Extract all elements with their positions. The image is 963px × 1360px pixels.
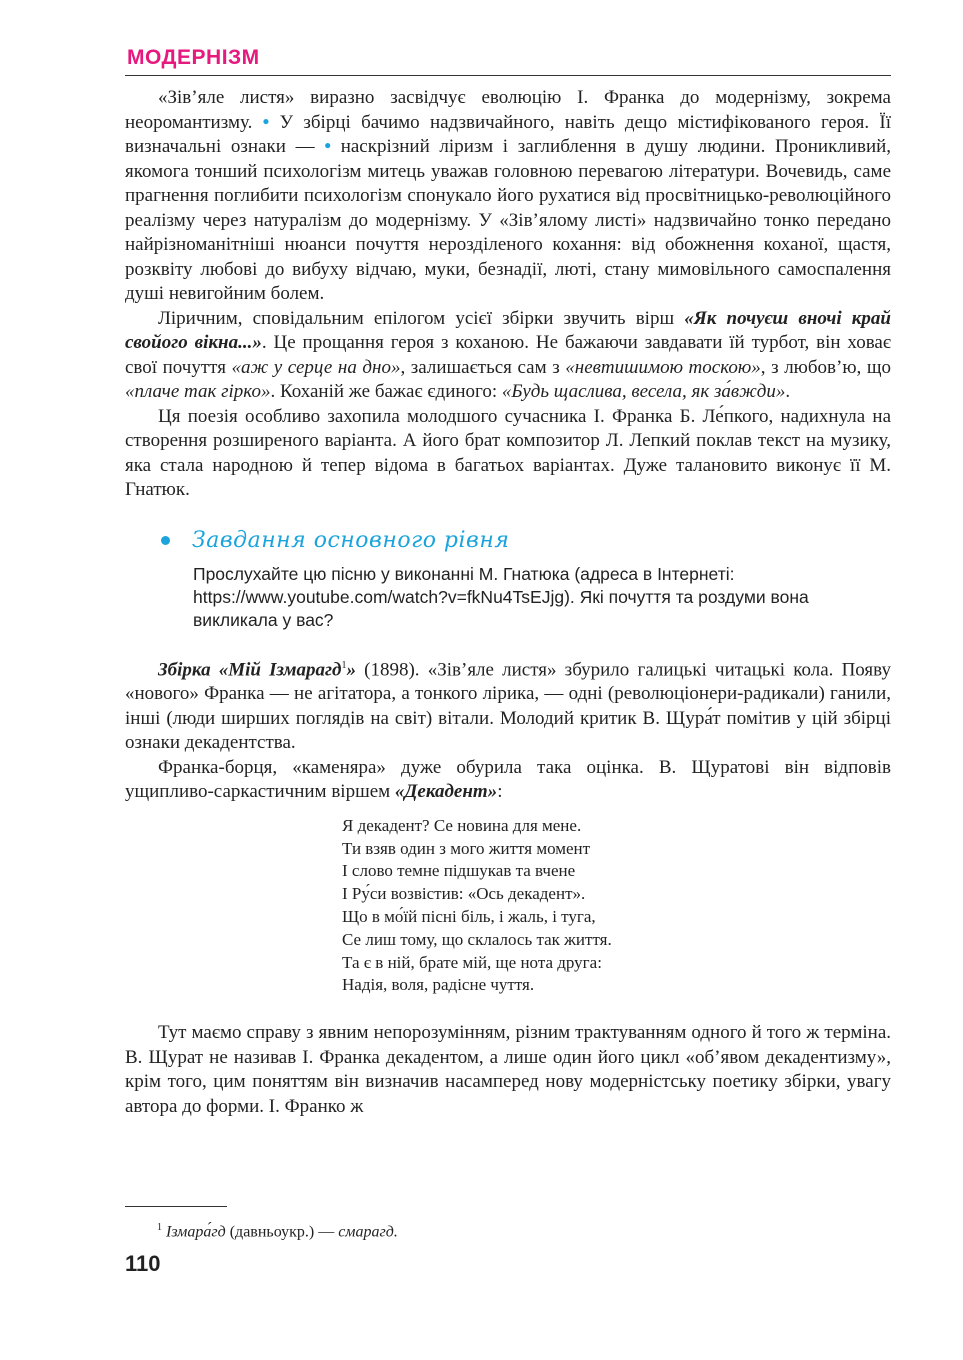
paragraph-izmarahd [125,654,891,756]
paragraph-reply [125,756,891,805]
poem-line: Ти взяв один з мого життя момент [342,838,591,858]
poem-line: Що в мо́їй пісні біль, і жаль, і туга, [342,907,596,927]
poem-decadent [342,815,891,997]
quote: «плаче так гірко» [125,381,271,402]
paragraph-text: : [497,781,503,803]
footnote-divider [125,1206,227,1207]
paragraph-text: . [785,381,791,402]
paragraph-text: , залишається сам з [400,356,566,378]
paragraph-text: Франка-борця, «каменяра» дуже обурила така оцінка. В. Щуратові він відповів ущипливо-саркастичним віршем [125,756,891,803]
task-title: Завдання основного рівня [192,528,510,553]
task-block [125,525,891,632]
collection-title: Збірка «Мій Ізмарагд [158,658,342,680]
poem-line: Се лиш тому, що склалось так життя. [342,929,612,949]
quote: «аж у серце на дно» [231,356,401,378]
spacer [125,76,891,86]
paragraph-misunderstanding: Тут маємо справу з явним непорозумінням, різним трактуванням одного й того ж терміна. В. Щурат не називав І. Франка декадентом, а лише один його цикл «об’явом декадентизму», крім того, цим поняттям він визначив насамперед нову модерністську поетику збірки, увагу автора до форми. І. Франко ж [125,1022,891,1117]
paragraph-text: «Зів’яле листя» виразно засвідчує еволюцію І. Франка до модернізму, зокрема неоромантизму. [125,87,891,133]
paragraph-evolution [125,86,891,307]
bullet-icon [161,536,170,545]
collection-title-end: » [346,658,356,680]
quote: «Будь щаслива, весела, як за́вжди» [501,381,786,402]
footnote-mark: 1 [157,1222,162,1233]
task-heading [125,525,891,557]
paragraph-text: , з любов’ю, що [760,356,891,378]
paragraph-text: наскрізний ліризм і заглиблення в душу людини. Проникливий, якомога тонший психологізм митець уважав головною перевагою літератури. Вочевидь, саме прагнення поглибити психологізм спонукало його рухатися від просвітницько-революційного реалізму через натуралізм до модернізму. У «Зів’ялому листі» надзвичайно тонко передано найрізноманітніші нюанси почуття нерозділеного кохання: від обожнення коханої, щастя, розквіту любові до вибуху відчаю, муки, безнадії, люті, стану мимовільного самоспалення душі невигойним болем. [125,136,892,304]
paragraph-text: . Коханій же бажає єдиного: [270,381,502,402]
poem-line: Надія, воля, радісне чуття. [342,975,535,995]
footnote-ref: 1 [341,659,347,671]
footnote [157,1222,398,1241]
poem-line: І Ру́си возвістив: «Ось декадент». [342,884,586,904]
poem-line: Та є в ній, брате мій, ще нота друга: [342,952,602,972]
poem-title: «Як почуєш вночі край свойого вікна...» [125,307,891,353]
bullet-marker-icon: • [324,136,331,157]
paragraph-text: . Це прощання героя з коханою. Не бажаючи завдавати їй турбот, він ховає свої почуття [125,332,891,378]
poem-line: І слово темне підшукав та вчене [342,861,576,881]
poem-line: Я декадент? Се новина для мене. [342,815,582,835]
bullet-marker-icon: • [262,111,270,133]
poem-title: «Декадент» [394,781,498,803]
paragraph-text: У збірці бачимо надзвичайного, навіть дещо містифікованого героя. Її визначальні ознаки — [125,111,891,157]
page-number: 110 [125,1251,161,1276]
section-header: МОДЕРНІЗМ [125,44,891,76]
paragraph-text: (1898). «Зів’яле листя» збурило галицькі читацькі кола. Появу «нового» Франка — не агітатора, а тонкого лірика, — одні (революціонери-радикали) ганили, інші (люди ширших поглядів на світ) вітали. Молодий критик В. Щура́т помітив у цій збірці ознаки декадентства. [125,658,891,754]
footnote-meaning: смарагд. [338,1223,398,1241]
quote: «невтишимою тоскою» [565,356,761,378]
footnote-text: (давньоукр.) — [225,1223,339,1241]
paragraph-lepky: Ця поезія особливо захопила молодшого сучасника І. Франка Б. Ле́пкого, надихнула на створення розширеного варіанта. А його брат композитор Л. Лепкий поклав текст на музику, яка стала народною й тепер відома в багатьох варіантах. Дуже талановито виконує її М. Гнатюк. [125,405,891,500]
task-body: Прослухайте цю пісню у виконанні М. Гнатюка (адреса в Інтернеті: https://www.youtube.com/watch?v=fkNu4TsEJjg). Які почуття та роздуми вона викликала у вас? [193,563,809,630]
paragraph-text: Ліричним, сповідальним епілогом усієї збірки звучить вірш [158,307,685,329]
paragraph-epilogue [125,307,891,405]
footnote-term: Ізмара́гд [166,1223,226,1241]
page-content [125,44,891,1119]
